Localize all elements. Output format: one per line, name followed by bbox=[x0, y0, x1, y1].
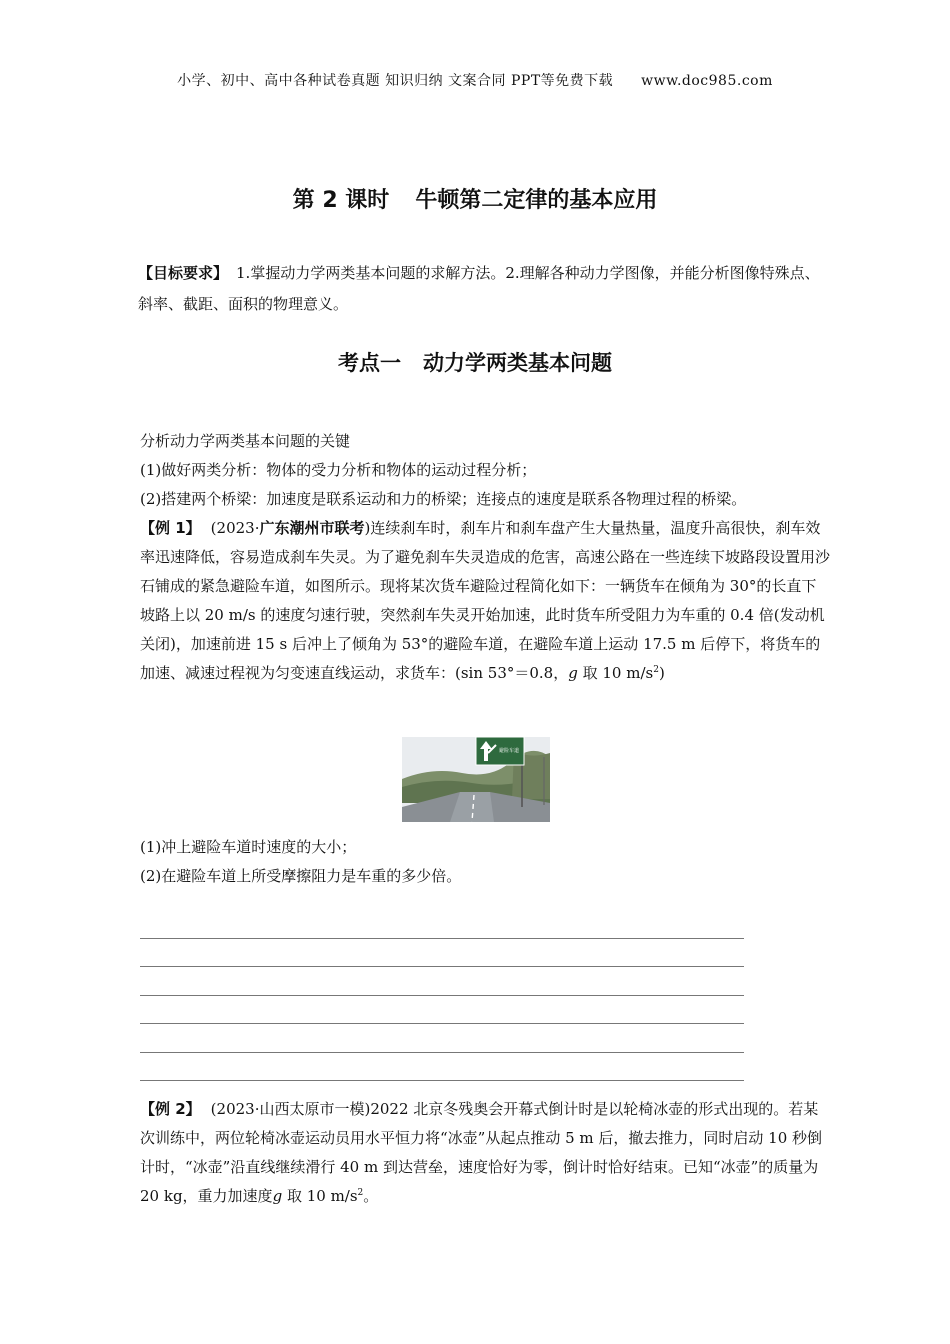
question-2: (2)在避险车道上所受摩擦阻力是车重的多少倍。 bbox=[140, 867, 462, 885]
example-1-source-open: (2023· bbox=[210, 519, 260, 537]
example-1-questions bbox=[140, 833, 830, 891]
example-2-source: (2023·山西太原市一模) bbox=[210, 1100, 371, 1118]
example-2-end: 。 bbox=[363, 1187, 379, 1205]
example-2-body: 2022 北京冬残奥会开幕式倒计时是以轮椅冰壶的形式出现的。若某次训练中，两位轮椅冰壶运动员用水平恒力将“冰壶”从起点推动 5 m 后，撤去推力，同时启动 10 秒倒计时，“冰壶”沿直线继续滑行 40 m 到达营垒，速度恰好为零，倒计时恰好结束。已知“冰壶”的质量为 20 kg，重力加速度 bbox=[140, 1100, 823, 1205]
answer-line[interactable] bbox=[140, 996, 744, 1025]
objectives-tag: 【目标要求】 bbox=[138, 264, 229, 282]
header-text: 小学、初中、高中各种试卷真题 知识归纳 文案合同 PPT等免费下载 bbox=[177, 73, 614, 89]
superscript-2: 2 bbox=[653, 665, 659, 675]
key-points-heading: 分析动力学两类基本问题的关键 bbox=[140, 432, 351, 450]
lesson-number: 第 2 课时 bbox=[292, 188, 390, 213]
learning-objectives bbox=[138, 258, 828, 320]
example-1-end: ) bbox=[658, 664, 665, 682]
key-point-1: (1)做好两类分析：物体的受力分析和物体的运动过程分析； bbox=[140, 461, 537, 479]
example-1-gravity-value: 取 10 m/s bbox=[577, 664, 654, 682]
key-point-2: (2)搭建两个桥梁：加速度是联系运动和力的桥梁；连接点的速度是联系各物理过程的桥梁。 bbox=[140, 490, 747, 508]
answer-line[interactable] bbox=[140, 910, 744, 939]
example-2-text bbox=[140, 1095, 830, 1211]
sign-text: 避险车道 bbox=[499, 748, 520, 754]
example-2-gravity-value: 取 10 m/s bbox=[282, 1187, 358, 1205]
objectives-text: 1.掌握动力学两类基本问题的求解方法。2.理解各种动力学图像，并能分析图像特殊点、斜率、截距、面积的物理意义。 bbox=[138, 264, 820, 313]
lesson-name: 牛顿第二定律的基本应用 bbox=[415, 188, 658, 213]
answer-line[interactable] bbox=[140, 939, 744, 968]
section-heading bbox=[0, 347, 950, 377]
example-1-tag: 【例 1】 bbox=[140, 519, 201, 537]
example-1-body: 连续刹车时，刹车片和刹车盘产生大量热量，温度升高很快，刹车效率迅速降低，容易造成刹车失灵。为了避免刹车失灵造成的危害，高速公路在一些连续下坡路段设置用沙石铺成的紧急避险车道，如图所示。现将某次货车避险过程简化如下：一辆货车在倾角为 30°的长直下坡路上以 20 m/s 的速度匀速行驶，突然刹车失灵开始加速，此时货车所受阻力为车重的 0.4 倍(发动机关闭)，加速前进 15 s 后冲上了倾角为 53°的避险车道，在避险车道上运动 17.5 m 后停下，将货车的加速、减速过程视为匀变速直线运动，求货车：(sin 53°＝0.8， bbox=[140, 519, 831, 682]
runaway-lane-photo bbox=[402, 737, 550, 822]
answer-line[interactable] bbox=[140, 1024, 744, 1053]
answer-area[interactable] bbox=[140, 910, 744, 1081]
road-photo-illustration bbox=[402, 737, 550, 822]
gravity-symbol: g bbox=[272, 1187, 283, 1205]
example-1-source: 广东潮州市联考 bbox=[259, 519, 365, 537]
example-1-text bbox=[140, 514, 830, 688]
answer-line[interactable] bbox=[140, 967, 744, 996]
section-name: 动力学两类基本问题 bbox=[423, 351, 612, 375]
example-2 bbox=[140, 1095, 830, 1211]
lesson-title bbox=[0, 183, 950, 214]
answer-line[interactable] bbox=[140, 1053, 744, 1082]
key-points bbox=[140, 427, 830, 688]
section-number: 考点一 bbox=[338, 351, 401, 375]
header-site-link[interactable]: www.doc985.com bbox=[641, 73, 773, 89]
gravity-symbol: g bbox=[568, 664, 578, 682]
superscript-2: 2 bbox=[357, 1188, 364, 1198]
example-2-tag: 【例 2】 bbox=[140, 1100, 201, 1118]
question-1: (1)冲上避险车道时速度的大小； bbox=[140, 838, 357, 856]
example-1-source-close: ) bbox=[364, 519, 371, 537]
page-header bbox=[0, 70, 950, 90]
